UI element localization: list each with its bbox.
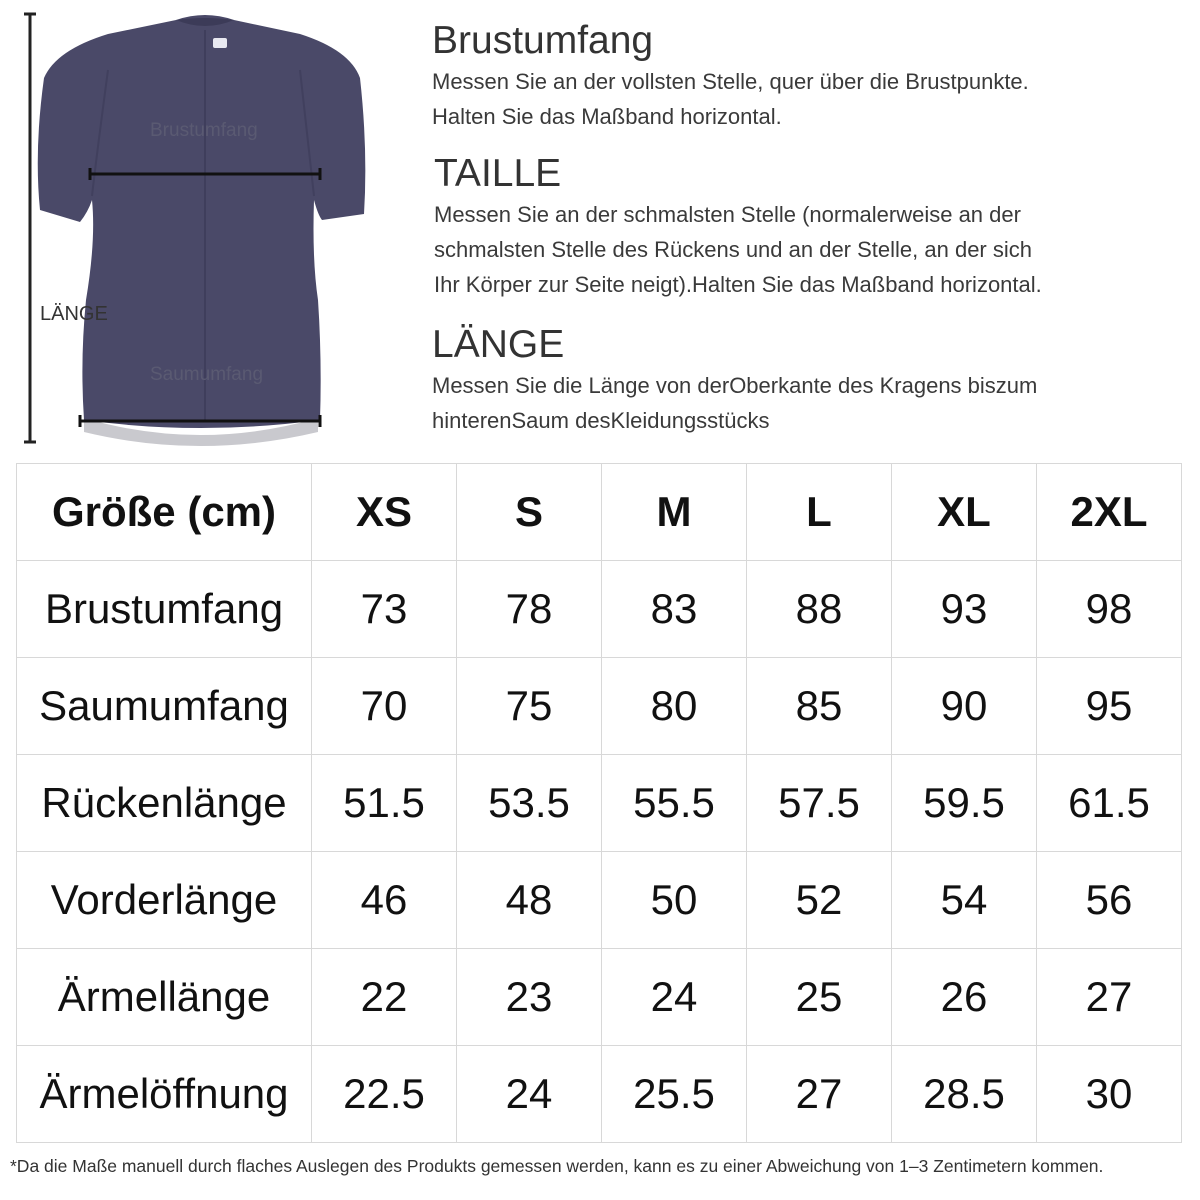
table-row	[17, 852, 1182, 949]
table-cell: 25	[747, 949, 892, 1046]
description-title: TAILLE	[434, 152, 562, 195]
header-cell: Größe (cm)	[17, 464, 312, 561]
table-cell: 22	[312, 949, 457, 1046]
table-cell: 52	[747, 852, 892, 949]
description-text: Messen Sie an der schmalsten Stelle (normalerweise an der schmalsten Stelle des Rückens und an der Stelle, an der sich Ihr Körper zur Seite neigt).Halten Sie das Maßband horizontal.	[434, 202, 1042, 297]
jersey-illustration	[0, 0, 420, 455]
table-cell: 85	[747, 658, 892, 755]
table-cell: 53.5	[457, 755, 602, 852]
footnote: *Da die Maße manuell durch flaches Auslegen des Produkts gemessen werden, kann es zu einer Abweichung von 1–3 Zentimetern kommen.	[10, 1156, 1104, 1176]
row-label-cell: Saumumfang	[17, 658, 312, 755]
row-label-cell: Ärmellänge	[17, 949, 312, 1046]
table-cell: 59.5	[892, 755, 1037, 852]
table-row	[17, 1046, 1182, 1143]
table-cell: 56	[1037, 852, 1182, 949]
table-cell: 88	[747, 561, 892, 658]
table-cell: 57.5	[747, 755, 892, 852]
table-cell: 54	[892, 852, 1037, 949]
table-cell: 95	[1037, 658, 1182, 755]
row-label-cell: Ärmelöffnung	[17, 1046, 312, 1143]
table-cell: 83	[602, 561, 747, 658]
table-cell: 30	[1037, 1046, 1182, 1143]
description-text: Messen Sie die Länge von derOberkante des Kragens biszum hinterenSaum desKleidungsstücks	[432, 373, 1038, 433]
table-cell: 50	[602, 852, 747, 949]
table-cell: 90	[892, 658, 1037, 755]
table-cell: 73	[312, 561, 457, 658]
table-cell: 23	[457, 949, 602, 1046]
table-cell: 80	[602, 658, 747, 755]
table-cell: 75	[457, 658, 602, 755]
table-cell: 27	[1037, 949, 1182, 1046]
table-cell: 70	[312, 658, 457, 755]
table-cell: 22.5	[312, 1046, 457, 1143]
table-header-row	[17, 464, 1182, 561]
row-label-cell: Vorderlänge	[17, 852, 312, 949]
hem-label: Saumumfang	[150, 364, 264, 385]
size-chart-table	[16, 463, 1182, 1143]
table-row	[17, 949, 1182, 1046]
table-cell: 61.5	[1037, 755, 1182, 852]
length-label: LÄNGE	[40, 303, 108, 325]
header-cell: 2XL	[1037, 464, 1182, 561]
row-label-cell: Rückenlänge	[17, 755, 312, 852]
table-row	[17, 561, 1182, 658]
table-cell: 28.5	[892, 1046, 1037, 1143]
header-cell: M	[602, 464, 747, 561]
header-cell: S	[457, 464, 602, 561]
table-row	[17, 755, 1182, 852]
chest-label: Brustumfang	[150, 120, 258, 141]
table-cell: 25.5	[602, 1046, 747, 1143]
header-cell: L	[747, 464, 892, 561]
table-cell: 78	[457, 561, 602, 658]
table-cell: 26	[892, 949, 1037, 1046]
table-cell: 48	[457, 852, 602, 949]
table-cell: 98	[1037, 561, 1182, 658]
table-cell: 93	[892, 561, 1037, 658]
table-cell: 24	[602, 949, 747, 1046]
description-title: LÄNGE	[432, 323, 565, 366]
table-cell: 51.5	[312, 755, 457, 852]
chest-description	[432, 18, 1029, 134]
jersey-drawing	[0, 0, 420, 455]
table-cell: 55.5	[602, 755, 747, 852]
table-cell: 24	[457, 1046, 602, 1143]
description-title: Brustumfang	[432, 19, 654, 62]
description-text: Messen Sie an der vollsten Stelle, quer über die Brustpunkte. Halten Sie das Maßband horizontal.	[432, 69, 1029, 129]
header-cell: XS	[312, 464, 457, 561]
table-cell: 27	[747, 1046, 892, 1143]
length-description	[432, 322, 1037, 438]
table-cell: 46	[312, 852, 457, 949]
waist-description	[434, 151, 1042, 302]
row-label-cell: Brustumfang	[17, 561, 312, 658]
table-row	[17, 658, 1182, 755]
header-cell: XL	[892, 464, 1037, 561]
